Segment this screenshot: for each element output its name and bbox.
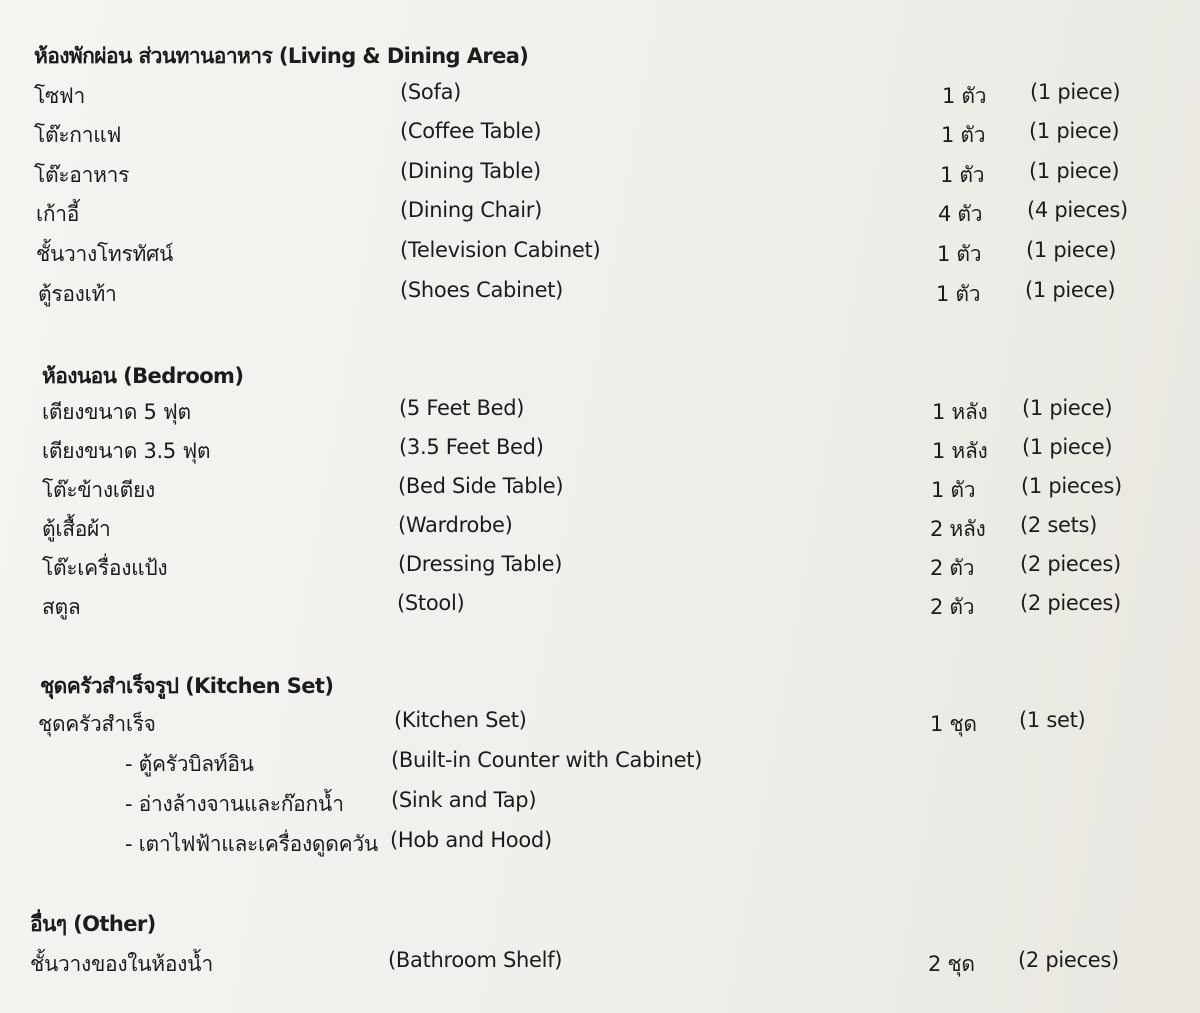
item-english-name: (3.5 Feet Bed) [399, 435, 544, 459]
list-item [0, 748, 1200, 784]
item-quantity-english: (2 pieces) [1020, 552, 1121, 576]
item-quantity: 1 ตัว [940, 163, 985, 187]
list-item [0, 552, 1200, 588]
list-item [0, 513, 1200, 549]
list-item [0, 591, 1200, 627]
item-quantity-english: (1 piece) [1022, 396, 1113, 420]
item-quantity-english: (1 piece) [1029, 159, 1120, 183]
item-quantity: 1 ตัว [931, 478, 976, 502]
item-quantity: 2 ตัว [930, 595, 975, 619]
item-quantity: 4 ตัว [938, 202, 983, 226]
item-quantity-english: (2 pieces) [1018, 948, 1119, 972]
list-item [0, 119, 1200, 155]
item-quantity: 1 หลัง [932, 439, 988, 463]
item-english-name: (Coffee Table) [400, 119, 542, 143]
item-thai-name: ชั้นวางโทรทัศน์ [36, 242, 174, 266]
item-thai-name: สตูล [42, 595, 81, 619]
item-quantity: 2 ชุด [928, 952, 975, 976]
list-item [0, 948, 1200, 984]
section-title: ห้องพักผ่อน ส่วนทานอาหาร (Living & Dining Area) [34, 44, 529, 68]
item-thai-name: ตู้รองเท้า [38, 282, 117, 306]
list-item [0, 708, 1200, 744]
item-quantity-english: (4 pieces) [1027, 198, 1128, 222]
item-thai-name: โต๊ะข้างเตียง [42, 478, 155, 502]
list-item [0, 198, 1200, 234]
item-english-name: (Dining Chair) [400, 198, 542, 222]
item-english-name: (Built-in Counter with Cabinet) [391, 748, 703, 772]
list-item [0, 396, 1200, 432]
item-thai-name: ชั้นวางของในห้องน้ำ [30, 952, 213, 976]
item-quantity-english: (1 piece) [1026, 238, 1117, 262]
item-english-name: (Bathroom Shelf) [388, 948, 563, 972]
list-item [0, 828, 1200, 864]
item-thai-name: ชุดครัวสำเร็จ [38, 712, 156, 736]
item-quantity-english: (1 set) [1019, 708, 1086, 732]
item-thai-name: โต๊ะเครื่องแป้ง [42, 556, 168, 580]
item-quantity-english: (1 piece) [1022, 435, 1113, 459]
item-thai-name: - อ่างล้างจานและก๊อกน้ำ [125, 792, 344, 816]
list-item [0, 80, 1200, 116]
item-quantity-english: (2 pieces) [1020, 591, 1121, 615]
item-quantity: 1 ตัว [942, 84, 987, 108]
item-english-name: (Bed Side Table) [398, 474, 564, 498]
item-thai-name: โซฟา [34, 84, 85, 108]
section-title: ชุดครัวสำเร็จรูป (Kitchen Set) [40, 674, 334, 698]
item-english-name: (Kitchen Set) [394, 708, 527, 732]
item-quantity-english: (2 sets) [1020, 513, 1098, 537]
section-title: อื่นๆ (Other) [30, 912, 156, 936]
item-thai-name: เตียงขนาด 5 ฟุต [42, 400, 191, 424]
item-english-name: (Stool) [397, 591, 465, 615]
item-quantity: 2 ตัว [930, 556, 975, 580]
item-english-name: (Wardrobe) [398, 513, 513, 537]
list-item [0, 474, 1200, 510]
item-quantity-english: (1 piece) [1030, 80, 1121, 104]
list-item [0, 435, 1200, 471]
item-quantity: 1 ตัว [936, 282, 981, 306]
item-quantity: 2 หลัง [930, 517, 986, 541]
item-quantity-english: (1 piece) [1025, 278, 1116, 302]
item-english-name: (5 Feet Bed) [399, 396, 525, 420]
item-english-name: (Dining Table) [400, 159, 541, 183]
section-title: ห้องนอน (Bedroom) [42, 364, 244, 388]
item-quantity: 1 ชุด [930, 712, 977, 736]
item-quantity: 1 ตัว [937, 242, 982, 266]
item-english-name: (Shoes Cabinet) [400, 278, 564, 302]
item-quantity: 1 หลัง [932, 400, 988, 424]
list-item [0, 788, 1200, 824]
item-quantity-english: (1 pieces) [1021, 474, 1122, 498]
item-english-name: (Sofa) [400, 80, 462, 104]
item-english-name: (Dressing Table) [398, 552, 563, 576]
item-thai-name: ตู้เสื้อผ้า [42, 517, 111, 541]
item-thai-name: - ตู้ครัวบิลท์อิน [125, 752, 254, 776]
item-thai-name: โต๊ะกาแฟ [34, 123, 122, 147]
item-thai-name: - เตาไฟฟ้าและเครื่องดูดควัน [125, 832, 378, 856]
item-thai-name: เตียงขนาด 3.5 ฟุต [42, 439, 211, 463]
item-english-name: (Sink and Tap) [391, 788, 537, 812]
item-english-name: (Hob and Hood) [390, 828, 552, 852]
list-item [0, 278, 1200, 314]
list-item [0, 159, 1200, 195]
item-english-name: (Television Cabinet) [400, 238, 601, 262]
item-thai-name: เก้าอี้ [36, 202, 80, 226]
list-item [0, 238, 1200, 274]
item-quantity: 1 ตัว [941, 123, 986, 147]
item-quantity-english: (1 piece) [1029, 119, 1120, 143]
item-thai-name: โต๊ะอาหาร [34, 163, 130, 187]
